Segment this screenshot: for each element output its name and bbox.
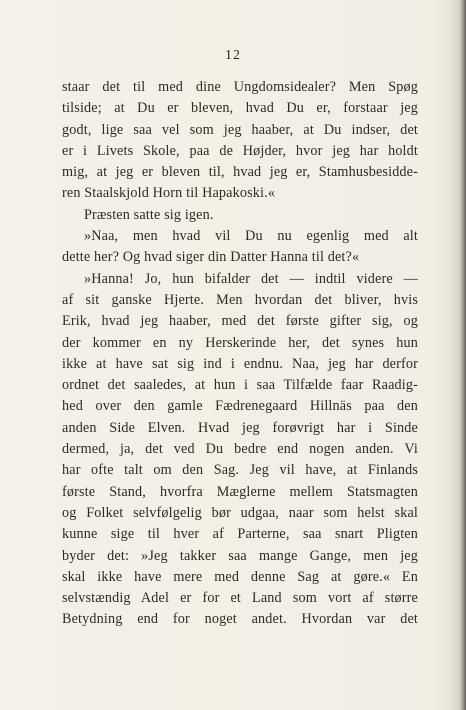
page-edge-shadow bbox=[462, 0, 466, 710]
text-line: Præsten satte sig igen. bbox=[84, 206, 214, 223]
text-line: der kommer en ny Herskerinde her, det synes hun bbox=[62, 334, 418, 351]
page-number: 12 bbox=[225, 48, 241, 63]
text-line: hed over den gamle Fædrenegaard Hillnäs paa den bbox=[62, 398, 418, 415]
text-line: er i Livets Skole, paa de Højder, hvor jeg har holdt bbox=[62, 142, 418, 159]
text-line: og Folket selvfølgelig bør udgaa, naar som helst skal bbox=[62, 504, 418, 521]
text-line: dermed, ja, det ved Du bedre end nogen anden. Vi bbox=[62, 441, 418, 458]
text-line: anden Side Elven. Hvad jeg forøvrigt har i Sinde bbox=[62, 419, 418, 436]
text-line: »Naa, men hvad vil Du nu egenlig med alt bbox=[84, 228, 418, 245]
text-line: ordnet det saaledes, at hun i saa Tilfælde faar Raadig- bbox=[62, 377, 418, 394]
text-line: mig, at jeg er bleven til, hvad jeg er, Stamhusbesidde- bbox=[62, 164, 418, 181]
text-line: har ofte talt om den Sag. Jeg vil have, at Finlands bbox=[62, 462, 418, 479]
text-line: tilside; at Du er bleven, hvad Du er, forstaar jeg bbox=[62, 100, 418, 117]
text-line: godt, lige saa vel som jeg haaber, at Du indser, det bbox=[62, 121, 418, 138]
text-line: ren Staalskjold Horn til Hapakoski.« bbox=[62, 185, 276, 202]
text-line: Erik, hvad jeg haaber, med det første gifter sig, og bbox=[62, 313, 418, 330]
text-line: første Stand, hvorfra Mæglerne mellem Statsmagten bbox=[62, 483, 418, 500]
text-line: selvstændig Adel er for et Land som vort af større bbox=[62, 590, 418, 607]
text-line: dette her? Og hvad siger din Datter Hanna til det?« bbox=[62, 249, 360, 266]
text-line: ikke at have sat sig ind i endnu. Naa, jeg har derfor bbox=[62, 355, 418, 372]
text-line: »Hanna! Jo, hun bifalder det — indtil videre — bbox=[84, 270, 418, 287]
page-text bbox=[62, 77, 418, 631]
text-line: skal ikke have mere med denne Sag at gøre.« En bbox=[62, 568, 418, 585]
text-line: af sit ganske Hjerte. Men hvordan det bliver, hvis bbox=[62, 291, 418, 308]
text-line: kunne sige til hver af Parterne, saa snart Pligten bbox=[62, 526, 418, 543]
text-line: staar det til med dine Ungdomsidealer? Men Spøg bbox=[62, 79, 418, 95]
text-line: Betydning end for noget andet. Hvordan var det bbox=[62, 611, 418, 628]
text-line: byder det: »Jeg takker saa mange Gange, men jeg bbox=[62, 547, 418, 564]
